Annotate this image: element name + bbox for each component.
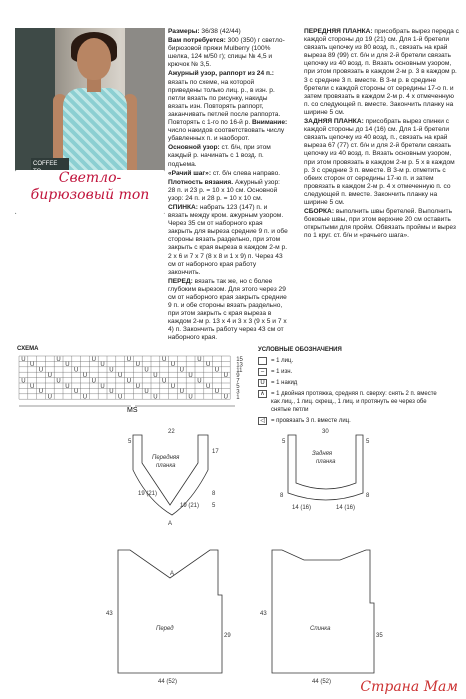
- cafe-sign: COFFEE: [31, 158, 69, 192]
- legend-item: ∧ = 1 двойная протяжка, средняя п. сверху: снять 2 п. вместе как лиц., 1 лиц. скрещ., 1 лиц. и протянуть ее через обе снятые петли: [258, 390, 458, 414]
- chart-row-number: 13: [236, 362, 243, 369]
- yarn-over-symbol: U: [258, 379, 267, 387]
- back-left: 43: [260, 611, 267, 617]
- chart-yarn-over: U: [197, 356, 202, 363]
- back-bottom: 44 (52): [312, 679, 332, 685]
- legend-title: УСЛОВНЫЕ ОБОЗНАЧЕНИЯ: [258, 347, 342, 353]
- purl-symbol: –: [258, 368, 267, 376]
- front-band-left: 5: [128, 439, 132, 445]
- chart-yarn-over: U: [206, 383, 211, 390]
- chart-yarn-over: U: [74, 389, 79, 396]
- chart-yarn-over: U: [223, 373, 228, 379]
- chart-yarn-over: U: [38, 389, 44, 396]
- chart-yarn-over: U: [206, 362, 211, 369]
- ms-label: MS: [127, 407, 138, 414]
- chart-yarn-over: U: [38, 367, 44, 374]
- chart-yarn-over: U: [214, 389, 220, 396]
- front-band-diag-right: 19 (21): [180, 503, 200, 509]
- instructions-column-2: ПЕРЕДНЯЯ ПЛАНКА: присобрать вырез переда с каждой стороны до 19 (21) см. Для 1-й бретели связать цепочку из 80 возд. п., связать на край выреза 89 (99) ст. б/н и для 2-й бретели связать цепочку из 40 возд. п. Вязать основным узором, при этом провязать в каждом 2-м р. 3 в каждом р. 3 с средние 3 п. вместе. В 3-м р. в средине бретели с каждой стороны от середины 17-о п. и затем провязать в каждом 2-м р. 4 x отмеченную п. со следующей п. вместе. Закончить планку на ширине 5 см. ЗАДНЯЯ ПЛАНКА: присобрать вырез спинки с каждой стороны до 14 (16) см. Для 1-й бретели связать цепочку из 40 возд. п., связать на край выреза 67 (77) ст. б/н и для 2-й бретели связать цепочку из 40 возд. п. Вязать основным узором, при этом провязать в каждом 2-м р. 5 x в каждом р. 3 с средние 3 п. вместе. В 3-м р. отметить с обеих сторон от середины 17-ю п. и затем провязать в каждом 2-м р. 4 x отмеченную п. со следующей п. вместе. Закончить планку на ширине 5 см. СБОРКА: выполнить швы бретелей. Выполнить боковые швы, при этом верхние 20 см оставить открытыми для пройм. Обвязать проймы и вырез по 1 круг. ст. б/н и «рачьего шага».: [304, 28, 459, 240]
- chart-yarn-over: U: [170, 362, 176, 369]
- back-band-side: 8: [280, 493, 284, 499]
- front-band-side: 8: [212, 491, 216, 497]
- chart-yarn-over: U: [30, 383, 35, 390]
- front-bottom: 44 (52): [158, 679, 178, 685]
- front-band-top: 22: [168, 429, 175, 435]
- chart-yarn-over: U: [47, 394, 52, 401]
- chart-yarn-over: U: [56, 356, 61, 363]
- chart-yarn-over: U: [82, 394, 88, 401]
- chart-yarn-over: U: [91, 378, 96, 385]
- front-band-label2: планка: [156, 463, 176, 469]
- front-label: Перед: [156, 626, 174, 632]
- chart-row-number: 11: [236, 367, 243, 374]
- title-line1: Светло-: [58, 170, 122, 186]
- back-band-side-right: 8: [366, 493, 370, 499]
- chart-yarn-over: U: [144, 367, 149, 374]
- chart-yarn-over: U: [100, 383, 105, 390]
- chart-yarn-over: U: [188, 373, 193, 379]
- chart-yarn-over: U: [144, 389, 149, 396]
- chart-row-number: 3: [236, 389, 240, 396]
- chart-yarn-over: U: [109, 389, 114, 396]
- chart-yarn-over: U: [30, 362, 35, 369]
- chart-yarn-over: U: [162, 378, 167, 385]
- k3tog-symbol: ◁: [258, 417, 267, 425]
- legend-item: U = 1 накид: [258, 379, 458, 387]
- watermark-logo: Страна Мам: [360, 679, 458, 695]
- legend: [258, 346, 458, 428]
- chart-yarn-over: U: [91, 356, 96, 363]
- back-band-left: 5: [282, 439, 286, 445]
- chart-row-number: 1: [236, 394, 240, 401]
- back-band-diag-left: 14 (16): [292, 505, 312, 511]
- chart-yarn-over: U: [135, 383, 140, 390]
- schema-title: СХЕМА: [17, 346, 39, 352]
- front-right: 29: [224, 633, 231, 639]
- back-band-label1: Задняя: [312, 451, 333, 457]
- front-band-a: A: [168, 521, 173, 527]
- chart-yarn-over: U: [153, 394, 158, 401]
- front-band-label1: Передняя: [152, 455, 180, 461]
- chart-yarn-over: U: [214, 367, 220, 374]
- chart-yarn-over: U: [179, 367, 184, 374]
- chart-yarn-over: U: [21, 378, 26, 385]
- stitch-chart: [15, 354, 255, 414]
- front-band-diag-left: 19 (21): [138, 491, 158, 497]
- knit-symbol: [258, 357, 267, 365]
- chart-yarn-over: U: [82, 373, 88, 379]
- front-band-right: 17: [212, 449, 219, 455]
- chart-yarn-over: U: [188, 394, 193, 401]
- chart-yarn-over: U: [170, 383, 176, 390]
- title-badge: [15, 170, 165, 214]
- back-band-label2: планка: [316, 459, 336, 465]
- chart-yarn-over: U: [65, 383, 70, 390]
- chart-yarn-over: U: [21, 356, 26, 363]
- chart-yarn-over: U: [162, 356, 167, 363]
- chart-row-number: 5: [236, 384, 240, 390]
- back-band-right: 5: [366, 439, 370, 445]
- legend-item: ◁ = провязать 3 п. вместе лиц.: [258, 417, 458, 425]
- chart-yarn-over: U: [135, 362, 140, 369]
- front-a: A: [170, 571, 175, 577]
- back-label: Спинка: [310, 626, 331, 632]
- chart-yarn-over: U: [74, 367, 79, 374]
- chart-yarn-over: U: [100, 362, 105, 369]
- chart-yarn-over: U: [65, 362, 70, 369]
- back-band-diag-right: 14 (16): [336, 505, 356, 511]
- legend-item: = 1 лиц.: [258, 357, 458, 365]
- back-right: 35: [376, 633, 383, 639]
- chart-yarn-over: U: [126, 378, 132, 385]
- chart-yarn-over: U: [126, 356, 132, 363]
- chart-yarn-over: U: [47, 373, 52, 379]
- legend-item: – = 1 изн.: [258, 368, 458, 376]
- chart-yarn-over: U: [197, 378, 202, 385]
- title-line2: бирюзовый топ: [30, 187, 150, 203]
- pattern-drawings: [100, 425, 460, 690]
- instructions-column-1: Размеры: 36/38 (42/44) Вам потребуется: 300 (350) г светло-бирюзовой пряжи Mulberry (100% шелка, 124 м/50 г); спицы № 4,5 и крючок № 3,5. Ажурный узор, раппорт из 24 п.: вязать по схеме, на которой приведены только лиц. р., в изн. р. петли вязать по рисунку, накиды вязать изн. Повторять раппорт, заканчивать петлей после раппорта. Повторять с 1-го по 16-й р. Внимание: число накидов соответствовать числу убавленных п. и наоборот. Основной узор: ст. б/н, при этом каждый р. начинать с 1 возд. п. подъема. «Рачий шаг»: ст. б/н слева направо. Плотность вязания. Ажурный узор: 28 п. и 23 р. = 10 x 10 см. Основной узор: 24 п. и 28 р. = 10 x 10 см. СПИНКА: набрать 123 (147) п. и вязать между кром. ажурным узором. Через 35 см от наборного края закрыть для выреза средние 9 п. и обе стороны вязать раздельно, при этом закрыть с края выреза в каждом 2-м р. 2 x 6 и 7 x 7 (8 x 8 и 1 x 9) п. Через 43 см от наборного края работу закончить. ПЕРЕД: вязать так же, но с более глубоким вырезом. Для этого через 29 см от наборного края закрыть средние 9 п. и обе стороны вязать раздельно, при этом закрыть с края выреза в каждом 2-м р. 13 x 4 и 3 x 3 (9 x 5 и 7 x 4) п. Закончить работу через 43 см от наборного края.: [168, 28, 288, 342]
- chart-row-number: 7: [236, 378, 240, 385]
- chart-yarn-over: U: [56, 378, 61, 385]
- front-left: 43: [106, 611, 113, 617]
- chart-yarn-over: U: [118, 373, 123, 379]
- chart-row-number: 9: [236, 373, 240, 380]
- front-band-side5: 5: [212, 503, 216, 509]
- double-decrease-symbol: ∧: [258, 390, 267, 398]
- chart-yarn-over: U: [179, 389, 184, 396]
- chart-yarn-over: U: [109, 367, 114, 374]
- chart-yarn-over: U: [118, 394, 123, 401]
- chart-row-number: 15: [236, 357, 243, 363]
- chart-yarn-over: U: [223, 394, 228, 401]
- back-band-top: 30: [322, 429, 329, 435]
- chart-yarn-over: U: [153, 373, 158, 379]
